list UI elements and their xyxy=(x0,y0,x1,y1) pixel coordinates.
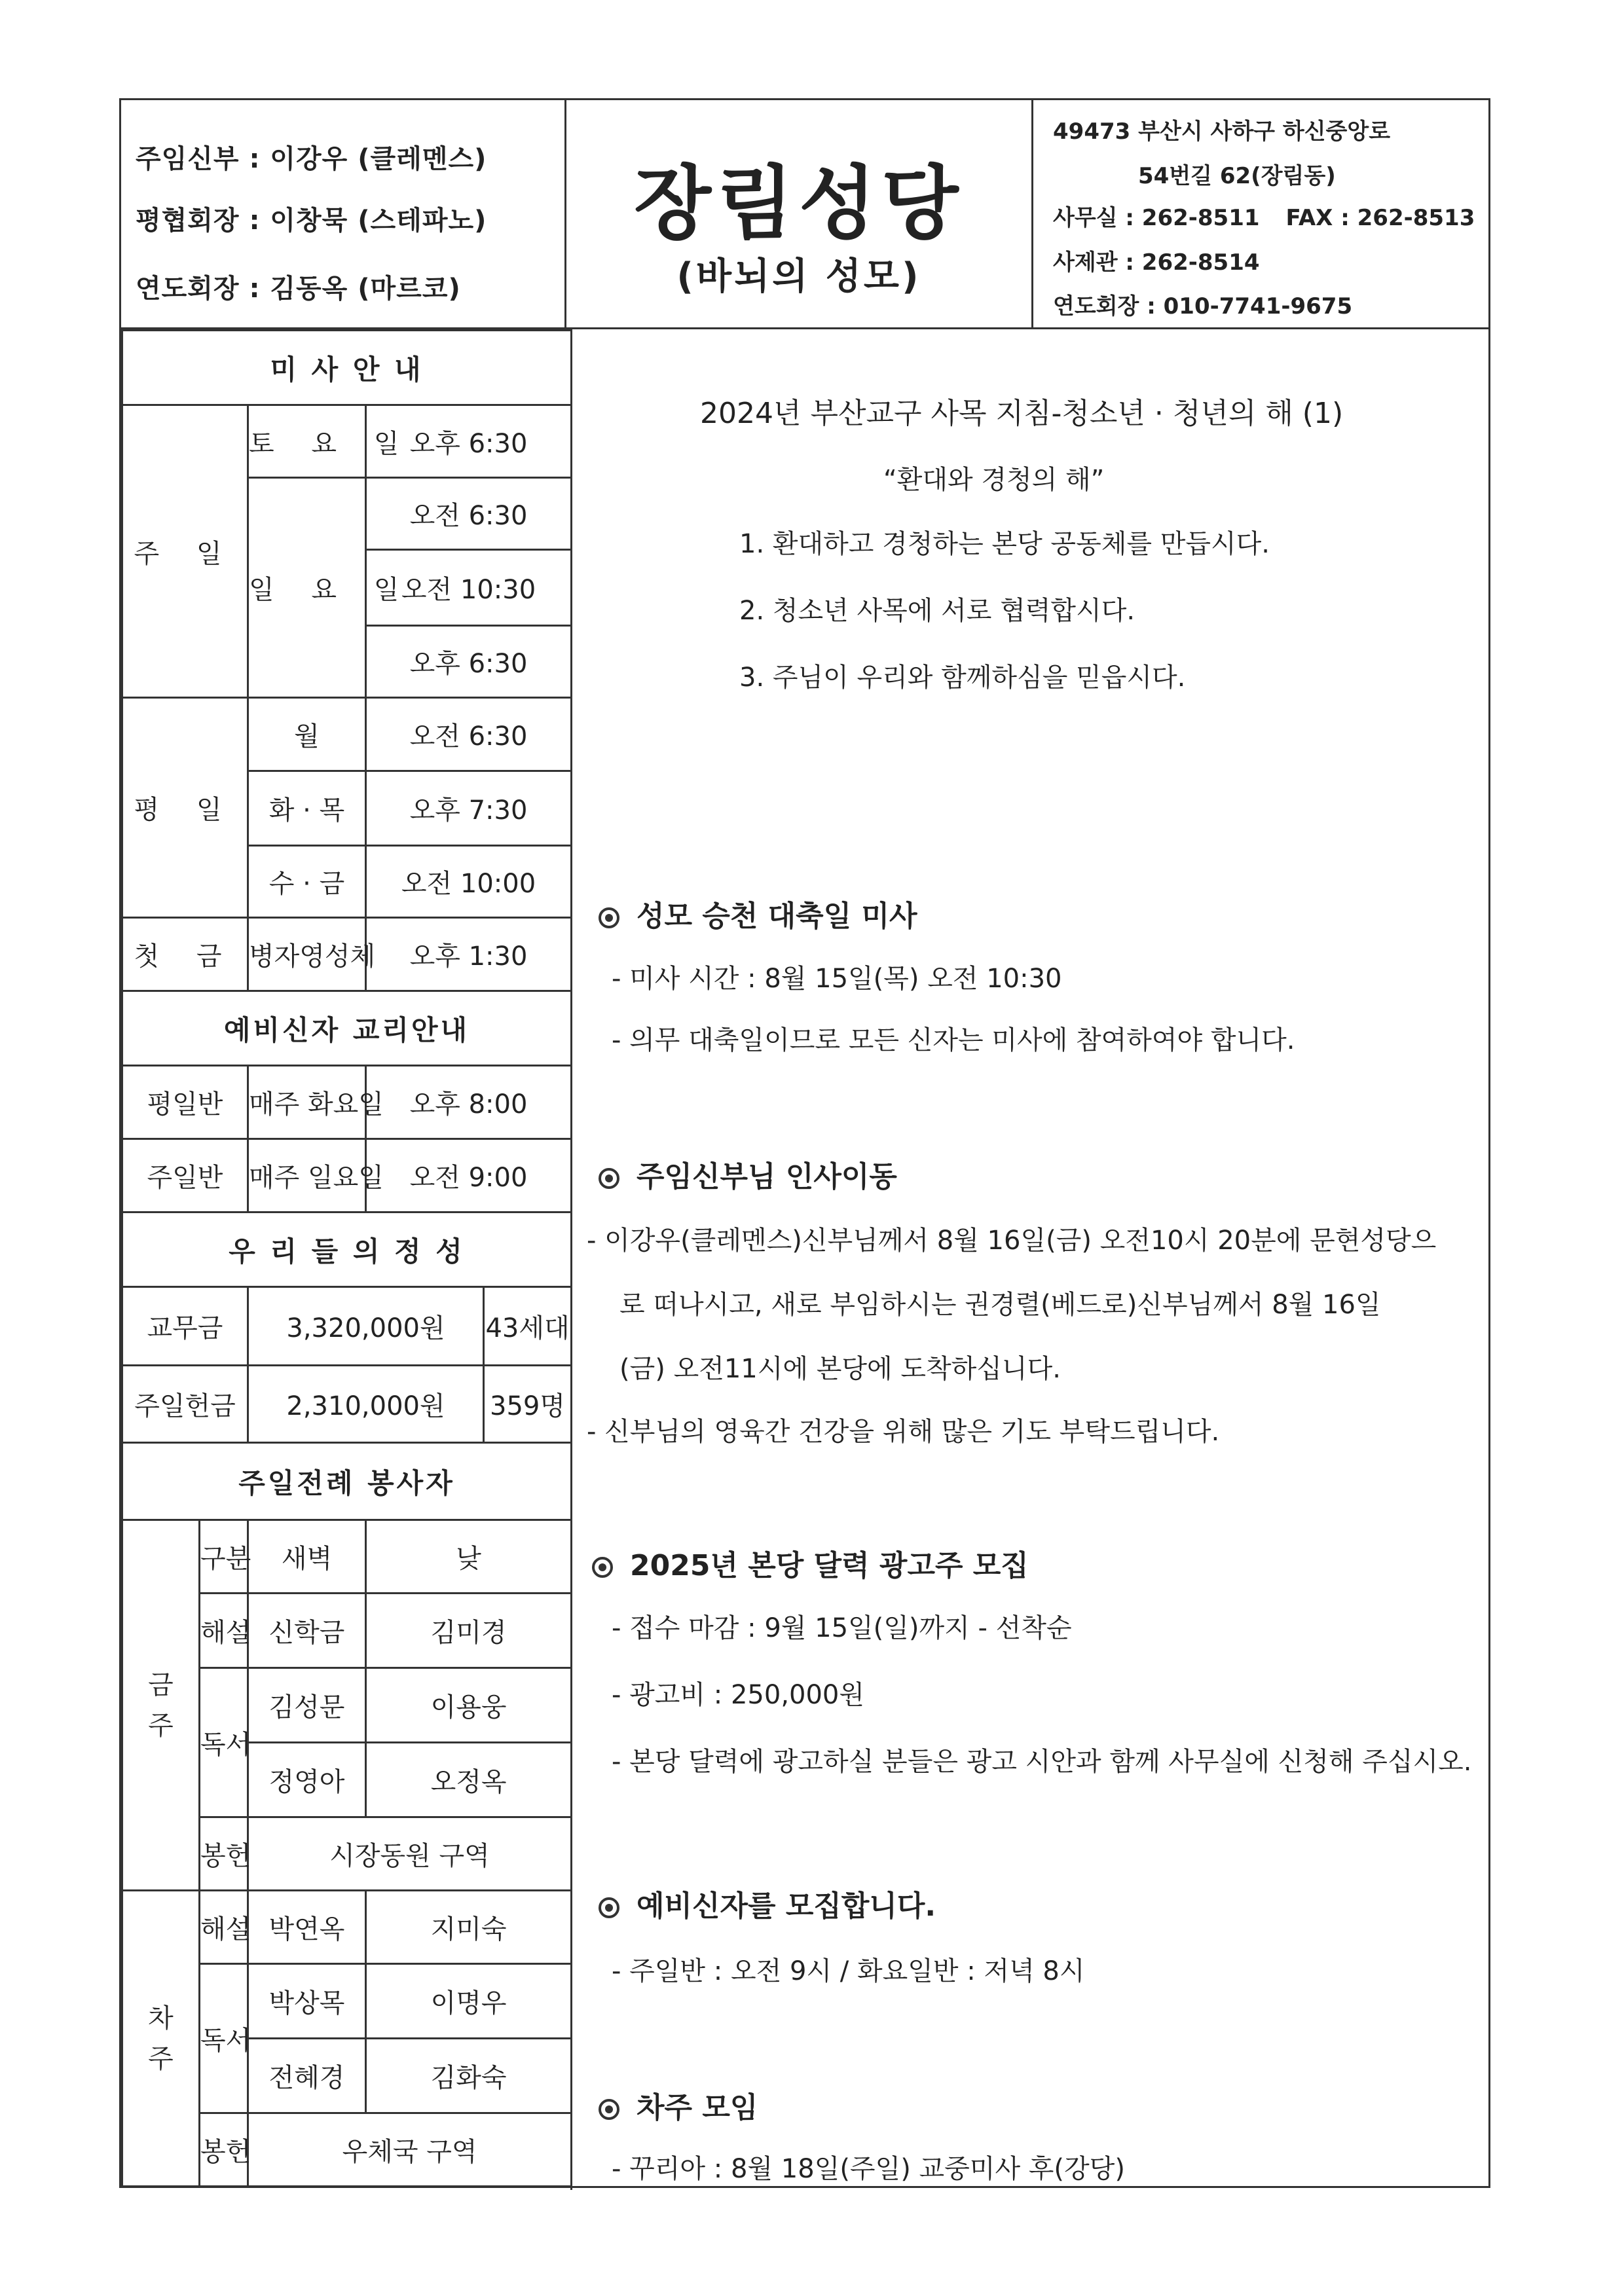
offering-amount-1: 3,320,000원 xyxy=(248,1287,484,1366)
bullet-icon xyxy=(599,1168,619,1189)
pastoral-item-2: 2. 청소년 사목에 서로 협력합시다. xyxy=(739,596,1135,626)
transfer-line-1: - 이강우(클레멘스)신부님께서 8월 16일(금) 오전10시 20분에 문현성당으 xyxy=(587,1226,1437,1256)
weekday-day-2: 화 · 목 xyxy=(248,771,366,846)
first-friday-time: 오후 1:30 xyxy=(366,918,572,991)
next-week-commentary-label: 해설 xyxy=(200,1891,248,1964)
calendar-line-2: - 광고비 : 250,000원 xyxy=(612,1680,865,1710)
this-week-offering-group: 시장동원 구역 xyxy=(248,1817,572,1891)
catechumen-recruit-title: 예비신자를 모집합니다. xyxy=(637,1889,936,1923)
council-president: 평협회장 : 이창묵 (스테파노) xyxy=(136,206,487,236)
address-line2: 54번길 62(장림동) xyxy=(1138,163,1336,189)
calendar-line-3: - 본당 달력에 광고하실 분들은 광고 시안과 함께 사무실에 신청해 주십시오. xyxy=(612,1747,1472,1777)
servers-col-dawn: 새벽 xyxy=(248,1520,366,1594)
sunday-time-1: 오전 6:30 xyxy=(366,478,572,550)
district-phone: 연도회장 : 010-7741-9675 xyxy=(1053,293,1353,319)
catechumen-sunday-label: 주일반 xyxy=(122,1139,248,1212)
address-line1: 49473 부산시 사하구 하신중앙로 xyxy=(1053,118,1391,145)
catechumen-title: 예비신자 교리안내 xyxy=(122,991,572,1066)
fax-number: FAX : 262-8513 xyxy=(1285,205,1475,231)
church-name: 장림성당 xyxy=(634,157,964,250)
this-week-reading1-dawn: 김성문 xyxy=(248,1668,366,1743)
pastoral-motto: “환대와 경청의 해” xyxy=(883,465,1105,495)
next-week-reading2-dawn: 전혜경 xyxy=(248,2039,366,2113)
header-contact xyxy=(1031,100,1488,329)
next-week-reading1-day: 이명우 xyxy=(366,1964,572,2039)
catechumen-recruit-line-1: - 주일반 : 오전 9시 / 화요일반 : 저녁 8시 xyxy=(612,1956,1085,1986)
pastoral-title: 2024년 부산교구 사목 지침-청소년 · 청년의 해 (1) xyxy=(700,397,1344,430)
this-week-commentary-dawn: 신학금 xyxy=(248,1594,366,1668)
first-friday-desc: 병자영성체 xyxy=(248,918,366,991)
weekday-day-1: 월 xyxy=(248,698,366,771)
next-meeting-line-1: - 꾸리아 : 8월 18일(주일) 교중미사 후(강당) xyxy=(612,2154,1125,2184)
catechumen-weekday-time: 오후 8:00 xyxy=(366,1066,572,1139)
header-staff xyxy=(121,100,566,329)
sunday-day-label: 일 요 일 xyxy=(248,478,366,698)
pastor-name: 주임신부 : 이강우 (클레멘스) xyxy=(136,144,487,174)
bulletin-frame xyxy=(119,98,1490,2188)
bullet-icon xyxy=(599,2099,619,2120)
mass-guide-title: 미 사 안 내 xyxy=(122,331,572,405)
assumption-heading xyxy=(599,892,917,934)
weekday-day-3: 수 · 금 xyxy=(248,846,366,918)
servers-col-label: 구분 xyxy=(200,1520,248,1594)
weekday-label: 평 일 xyxy=(122,698,248,918)
bullet-icon xyxy=(599,907,619,928)
bullet-icon xyxy=(592,1557,613,1578)
next-week-commentary-dawn: 박연옥 xyxy=(248,1891,366,1964)
calendar-line-1: - 접수 마감 : 9월 15일(일)까지 - 선착순 xyxy=(612,1613,1072,1643)
transfer-line-4: - 신부님의 영육간 건강을 위해 많은 기도 부탁드립니다. xyxy=(587,1417,1220,1447)
this-week-label: 금 주 xyxy=(122,1520,200,1891)
next-week-reading-label: 독서 xyxy=(200,1964,248,2113)
this-week-offering-label: 봉헌 xyxy=(200,1817,248,1891)
transfer-line-3: (금) 오전11시에 본당에 도착하십니다. xyxy=(619,1354,1061,1384)
weekday-time-1: 오전 6:30 xyxy=(366,698,572,771)
this-week-reading1-day: 이용웅 xyxy=(366,1668,572,1743)
next-week-commentary-day: 지미숙 xyxy=(366,1891,572,1964)
office-phone-text: 사무실 : 262-8511 xyxy=(1053,205,1260,231)
transfer-line-2: 로 떠나시고, 새로 부임하시는 권경렬(베드로)신부님께서 8월 16일 xyxy=(619,1290,1381,1320)
next-week-offering-group: 우체국 구역 xyxy=(248,2113,572,2187)
next-week-reading2-day: 김화숙 xyxy=(366,2039,572,2113)
this-week-reading2-day: 오정옥 xyxy=(366,1743,572,1817)
header-title xyxy=(566,100,1031,329)
offering-count-2: 359명 xyxy=(484,1366,572,1443)
catechumen-sunday-time: 오전 9:00 xyxy=(366,1139,572,1212)
info-table xyxy=(121,329,572,2187)
sunday-label: 주 일 xyxy=(122,405,248,698)
assumption-line-2: - 의무 대축일이므로 모든 신자는 미사에 참여하여야 합니다. xyxy=(612,1025,1295,1055)
pastoral-item-3: 3. 주님이 우리와 함께하심을 믿읍시다. xyxy=(739,663,1186,693)
pastoral-item-1: 1. 환대하고 경청하는 본당 공동체를 만듭시다. xyxy=(739,529,1270,559)
servers-title: 주일전례 봉사자 xyxy=(122,1443,572,1520)
assumption-line-1: - 미사 시간 : 8월 15일(목) 오전 10:30 xyxy=(612,964,1062,994)
servers-col-day: 낮 xyxy=(366,1520,572,1594)
district-head: 연도회장 : 김동옥 (마르코) xyxy=(136,274,461,304)
this-week-reading2-dawn: 정영아 xyxy=(248,1743,366,1817)
next-week-label: 차 주 xyxy=(122,1891,200,2187)
weekday-time-3: 오전 10:00 xyxy=(366,846,572,918)
catechumen-weekday-label: 평일반 xyxy=(122,1066,248,1139)
offering-count-1: 43세대 xyxy=(484,1287,572,1366)
offerings-title: 우 리 들 의 정 성 xyxy=(122,1212,572,1287)
this-week-commentary-day: 김미경 xyxy=(366,1594,572,1668)
saturday-label: 토 요 일 xyxy=(248,405,366,478)
sunday-time-3: 오후 6:30 xyxy=(366,626,572,698)
first-friday-label: 첫 금 xyxy=(122,918,248,991)
next-week-offering-label: 봉헌 xyxy=(200,2113,248,2187)
bullet-icon xyxy=(599,1897,619,1918)
catechumen-recruit-heading xyxy=(599,1882,936,1924)
next-week-reading1-dawn: 박상목 xyxy=(248,1964,366,2039)
transfer-heading xyxy=(599,1153,897,1195)
assumption-title: 성모 승천 대축일 미사 xyxy=(637,900,917,933)
sunday-time-2: 오전 10:30 xyxy=(366,550,572,626)
catechumen-sunday-day: 매주 일요일 xyxy=(248,1139,366,1212)
weekday-time-2: 오후 7:30 xyxy=(366,771,572,846)
main-content xyxy=(570,329,1490,2190)
offering-label-1: 교무금 xyxy=(122,1287,248,1366)
transfer-title: 주임신부님 인사이동 xyxy=(637,1160,897,1194)
calendar-title: 2025년 본당 달력 광고주 모집 xyxy=(630,1549,1029,1582)
offering-amount-2: 2,310,000원 xyxy=(248,1366,484,1443)
church-patron: (바뇌의 성모) xyxy=(676,255,921,298)
rectory-phone: 사제관 : 262-8514 xyxy=(1053,249,1260,276)
calendar-heading xyxy=(592,1542,1029,1584)
office-phone xyxy=(1053,200,1475,232)
next-meeting-heading xyxy=(599,2084,758,2126)
this-week-reading-label: 독서 xyxy=(200,1668,248,1817)
this-week-commentary-label: 해설 xyxy=(200,1594,248,1668)
catechumen-weekday-day: 매주 화요일 xyxy=(248,1066,366,1139)
next-meeting-title: 차주 모임 xyxy=(637,2091,758,2124)
saturday-time: 오후 6:30 xyxy=(366,405,572,478)
offering-label-2: 주일헌금 xyxy=(122,1366,248,1443)
